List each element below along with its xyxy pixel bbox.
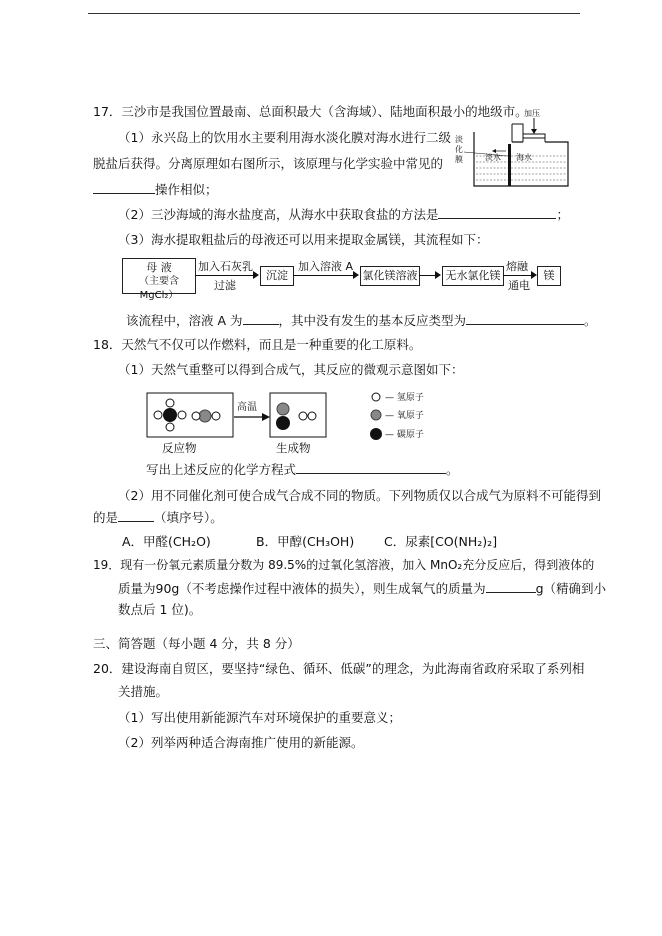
q17-p2: （2）三沙海域的海水盐度高，从海水中获取食盐的方法是 — [118, 207, 439, 222]
q17-p3: （3）海水提取粗盐后的母液还可以用来提取金属镁，其流程如下： — [118, 232, 489, 247]
q17-p1-line3: 操作相似； — [155, 182, 218, 197]
product-label: 生成物 — [276, 441, 311, 455]
q19-line2a: 质量为90g（不考虑操作过程中液体的损失），则生成氧气的质量为 — [118, 581, 486, 596]
legend-hydrogen: — 氢原子 — [385, 393, 424, 403]
reactant-label: 反应物 — [162, 441, 197, 455]
flow-box-mother-liquor — [122, 258, 196, 301]
flow-box-mgcl2-solution: 氯化镁溶液 — [360, 266, 420, 286]
q17-p1-line1: （1）永兴岛上的饮用水主要利用海水淡化膜对海水进行二级 — [118, 130, 451, 145]
arrow-head-icon — [253, 271, 259, 279]
flow-arrow4-top: 熔融 — [506, 260, 528, 273]
q18-option-c: C．尿素[CO(NH₂)₂] — [384, 534, 498, 549]
q18-p2-line2-row — [93, 509, 223, 526]
q18-option-b: B．甲醇(CH₃OH) — [256, 534, 355, 549]
q18-write-end: 。 — [446, 462, 459, 477]
flow-box1-bot: （主要含 MgCl₂） — [139, 276, 179, 301]
flow-box-anhydrous-mgcl2: 无水氯化镁 — [442, 266, 504, 286]
pressure-label: 加压 — [524, 109, 540, 118]
answer-blank-18-1[interactable] — [296, 461, 446, 474]
membrane-diagram — [452, 104, 578, 190]
flow-arrow4-bot: 通电 — [508, 279, 530, 292]
answer-blank-17-3[interactable] — [243, 312, 279, 325]
sea-water-label: 海水 — [516, 153, 532, 162]
flow-arrow1-top: 加入石灰乳 — [198, 260, 253, 273]
q17-tail-b: ，其中没有发生的基本反应类型为 — [278, 313, 467, 328]
q20-p2: （2）列举两种适合海南推广使用的新能源。 — [118, 735, 364, 750]
answer-blank-17-1[interactable] — [93, 181, 155, 194]
flow-box-precipitate: 沉淀 — [260, 266, 294, 286]
q17-stem: 17．三沙市是我国位置最南、总面积最大（含海域）、陆地面积最小的地级市。 — [93, 104, 528, 119]
flow-box1-top: 母 液 — [146, 261, 172, 274]
q17-p1-line2: 脱盐后获得。分离原理如右图所示，该原理与化学实验中常见的 — [93, 156, 444, 171]
flow-arrow2-top: 加入溶液 A — [298, 260, 354, 273]
reaction-condition: 高温 — [237, 402, 257, 413]
flow-box-magnesium: 镁 — [537, 266, 561, 286]
q17-tail-a: 该流程中，溶液 A 为 — [126, 313, 243, 328]
fresh-water-label: 淡水 — [485, 153, 501, 162]
q18-p2-line2a: 的是 — [93, 510, 119, 525]
q17-p2-end: ； — [556, 207, 569, 222]
legend-oxygen: — 氧原子 — [385, 411, 424, 421]
flow-arrow-4 — [503, 275, 533, 276]
q17-tail-row — [126, 312, 597, 329]
q19-line2-row — [118, 580, 606, 597]
flow-arrow-1 — [195, 275, 255, 276]
q20-p1: （1）写出使用新能源汽车对环境保护的重要意义； — [118, 710, 401, 725]
q17-p1-line3-row — [93, 181, 218, 198]
q19-line1: 19．现有一份氧元素质量分数为 89.5%的过氧化氢溶液，加入 MnO₂充分反应后，得到液体的 — [93, 558, 595, 572]
flow-arrow1-bot: 过滤 — [214, 279, 236, 292]
answer-blank-17-4[interactable] — [466, 312, 584, 325]
arrow-head-icon — [435, 271, 441, 279]
answer-blank-19[interactable] — [486, 580, 536, 593]
q19-line3: 数点后 1 位)。 — [118, 602, 202, 617]
q17-p2-row — [118, 206, 569, 223]
arrow-head-icon — [353, 271, 359, 279]
q18-option-a: A．甲醛(CH₂O) — [122, 534, 211, 549]
q18-p2-line2b: （填序号）。 — [154, 510, 223, 525]
q18-write: 写出上述反应的化学方程式 — [146, 462, 297, 477]
legend-carbon: — 碳原子 — [385, 430, 424, 440]
q19-line2b: g（精确到小 — [535, 581, 607, 596]
membrane-label: 淡化膜 — [455, 135, 463, 164]
q18-stem: 18．天然气不仅可以作燃料，而且是一种重要的化工原料。 — [93, 337, 422, 352]
q18-p1: （1）天然气重整可以得到合成气，其反应的微观示意图如下： — [118, 362, 464, 377]
answer-blank-18-2[interactable] — [118, 509, 154, 522]
answer-blank-17-2[interactable] — [438, 206, 556, 219]
q20-line1: 20．建设海南自贸区，要坚持“绿色、循环、低碳”的理念，为此海南省政府采取了系列相 — [93, 661, 585, 676]
q20-line2: 关措施。 — [118, 684, 169, 699]
flow-arrow-2 — [293, 275, 355, 276]
section-3-heading: 三、简答题（每小题 4 分，共 8 分） — [93, 636, 300, 651]
q17-tail-c: 。 — [584, 313, 597, 328]
q18-write-row — [146, 461, 459, 478]
header-rule — [88, 13, 580, 14]
q18-p2-line1: （2）用不同催化剂可使合成气合成不同的物质。下列物质仅以合成气为原料不可能得到 — [118, 488, 601, 503]
